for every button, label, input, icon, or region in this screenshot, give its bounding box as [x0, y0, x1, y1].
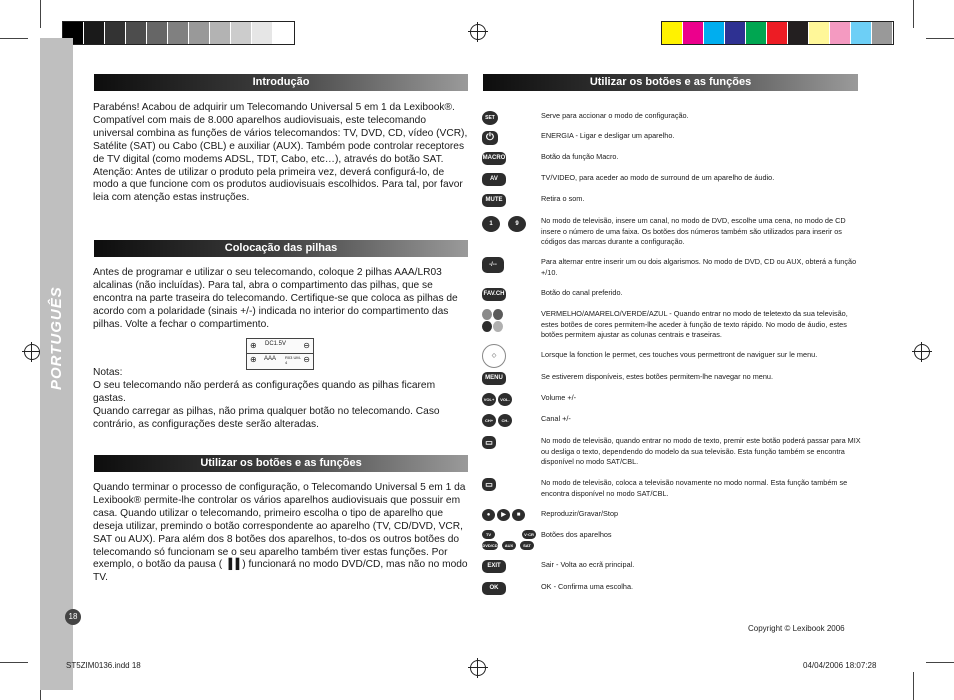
registration-mark-icon	[470, 660, 486, 676]
function-description: Sair - Volta ao ecrã principal.	[541, 560, 635, 569]
intro-text	[93, 102, 469, 205]
digits-button-icon: -/--	[482, 257, 504, 273]
plus-sign-icon: ⊕	[250, 355, 257, 364]
registration-mark-icon	[24, 344, 40, 360]
notes-paragraph: O seu telecomando não perderá as configurações quando as pilhas ficarem gastas.	[93, 379, 436, 404]
function-description: Canal +/-	[541, 414, 571, 423]
color-key-icon	[482, 321, 492, 332]
function-description: Serve para accionar o modo de configuração.	[541, 111, 689, 120]
vcr-device-button-icon: V·CR	[522, 530, 536, 539]
grayscale-swatch-bar	[62, 21, 295, 45]
sat-device-button-icon: SAT	[520, 541, 534, 550]
tv-normal-button-icon: ▭	[482, 478, 496, 491]
power-button-icon: ⏻	[482, 131, 498, 145]
navigation-pad-icon: ◇	[482, 344, 506, 368]
tv-device-button-icon: TV	[482, 530, 495, 539]
color-swatch	[725, 22, 746, 44]
color-key-icon	[482, 309, 492, 320]
batteries-text: Antes de programar e utilizar o seu telecomando, coloque 2 pilhas AAA/LR03 alcalinas (não incluídas). Para tal, abra o compartimento das pilhas, que se encontra na parte traseira do telecomando. Certifique-se que coloca as pilhas de acordo com a polaridade (sinais +/-) indicada no interior do compartimento das pilhas. Volte a fechar o compartimento.	[93, 267, 458, 330]
dvd-cd-device-button-icon: DVD/CD	[482, 543, 498, 548]
color-swatch	[830, 22, 851, 44]
function-description: Botão da função Macro.	[541, 152, 619, 161]
function-description: TV/VIDEO, para aceder ao modo de surround de um aparelho de áudio.	[541, 173, 775, 182]
crop-mark	[913, 672, 914, 700]
color-swatch	[105, 22, 126, 44]
batteries-heading: Colocação das pilhas	[94, 240, 468, 257]
number-9-button-icon: 9	[508, 216, 526, 232]
function-description: Retira o som.	[541, 194, 585, 203]
function-description: No modo de televisão, coloca a televisão novamente no modo normal. Esta função também se encontra disponível no modo SAT/CBL.	[541, 478, 848, 498]
color-swatch	[84, 22, 105, 44]
volume-down-button-icon: VOL-	[498, 393, 512, 406]
battery-voltage: DC1.5V	[265, 341, 287, 347]
macro-button-icon: MACRO	[482, 152, 506, 165]
av-button-icon: AV	[482, 173, 506, 186]
buttons-heading-left: Utilizar os botões e as funções	[94, 455, 468, 472]
mute-button-icon: MUTE	[482, 194, 506, 207]
function-description: Para alternar entre inserir um ou dois algarismos. No modo de DVD, CD ou AUX, obterá a função +/10.	[541, 257, 857, 277]
function-description: No modo de televisão, insere um canal, no modo de DVD, escolhe uma cena, no modo de CD insere o número de uma faixa. Os botões dos números também são utilizados para inserir os códigos das marcas durante a configuração.	[541, 216, 846, 246]
function-description: ENERGIA - Ligar e desligar um aparelho.	[541, 131, 675, 140]
color-swatch	[872, 22, 893, 44]
function-description: Botões dos aparelhos	[541, 530, 612, 539]
color-swatch	[252, 22, 273, 44]
color-swatch-bar	[661, 21, 894, 45]
function-description: OK - Confirma uma escolha.	[541, 582, 634, 591]
file-info: ST5ZIM0136.indd 18	[66, 661, 141, 670]
function-description: Lorsque la fonction le permet, ces touches vous permettront de naviguer sur le menu.	[541, 350, 818, 359]
function-description: Se estiverem disponíveis, estes botões permitem-lhe navegar no menu.	[541, 372, 773, 381]
function-description: Botão do canal preferido.	[541, 288, 623, 297]
color-swatch	[767, 22, 788, 44]
stop-button-icon: ■	[512, 509, 525, 521]
volume-up-button-icon: VOL+	[482, 393, 496, 406]
crop-mark	[0, 662, 28, 663]
intro-paragraph: Parabéns! Acabou de adquirir um Telecomando Universal 5 em 1 da Lexibook®. Compatível com mais de 8.000 aparelhos audiovisuais, este telecomando universal combina as funções de vários telecomandos: TV, DVD, CD, vídeo (VCR), Satélite (SAT) ou Cabo (CBL) e auxiliar (AUX). Também pode controlar receptores de TV digital (como modems ADSL, TDT, Cabo, etc…), através do botão SAT.	[93, 102, 468, 165]
color-swatch	[210, 22, 231, 44]
fav-ch-button-icon: FAV.CH	[482, 288, 506, 301]
copyright-text: Copyright © Lexibook 2006	[748, 624, 845, 633]
color-swatch	[809, 22, 830, 44]
function-description: No modo de televisão, quando entrar no modo de texto, premir este botão poderá passar para MIX ou desliga o texto, dependendo do modelo da sua televisão. Esta função também se encontra disponível no modo SAT/CBL.	[541, 436, 861, 466]
function-description: VERMELHO/AMARELO/VERDE/AZUL - Quando entrar no modo de teletexto da sua televisão, estes botões de cores permitem-lhe aceder à função de texto rápido. No modo de áudio, estes botões permitem ajustar as colunas centrais e traseiras.	[541, 309, 848, 339]
color-swatch	[683, 22, 704, 44]
color-swatch	[788, 22, 809, 44]
buttons-heading-right: Utilizar os botões e as funções	[483, 74, 858, 91]
battery-model: R03 UM-4	[285, 355, 302, 365]
color-swatch	[126, 22, 147, 44]
minus-sign-icon: ⊖	[303, 355, 310, 364]
color-swatch	[704, 22, 725, 44]
set-button-icon: SET	[482, 111, 498, 125]
crop-mark	[913, 0, 914, 28]
plus-sign-icon: ⊕	[250, 341, 257, 350]
page-number: 18	[65, 609, 81, 625]
function-description: Volume +/-	[541, 393, 577, 402]
number-1-button-icon: 1	[482, 216, 500, 232]
notes-text	[93, 367, 469, 432]
buttons-text: Quando terminar o processo de configuração, o Telecomando Universal 5 em 1 da Lexibook® permite-lhe controlar os vários aparelhos audiovisuais que possuir em casa. Quando utilizar o telecomando, primeiro escolha o tipo de aparelho que deseja utilizar, premindo o botão correspondente ao aparelho (TV, CD/DVD, VCR, SAT ou AUX). Para além dos 8 botões dos aparelhos, to-dos os outros botões do telecomando só funcionam se o seu aparelho também tiver estas funções. Por exemplo, o botão da pausa ( ▐▐ ) funcionará no modo DVD/CD, mas não no modo TV.	[93, 482, 468, 584]
color-swatch	[189, 22, 210, 44]
minus-sign-icon: ⊖	[303, 341, 310, 350]
ok-button-icon: OK	[482, 582, 506, 595]
text-mix-button-icon: ▭	[482, 436, 496, 449]
function-description: Reproduzir/Gravar/Stop	[541, 509, 619, 518]
channel-up-button-icon: CH+	[482, 414, 496, 427]
color-swatch	[273, 22, 294, 44]
registration-mark-icon	[914, 344, 930, 360]
language-label: PORTUGUÊS	[48, 286, 65, 390]
battery-type: AAA	[264, 356, 277, 362]
record-button-icon: ●	[482, 509, 495, 521]
crop-mark	[926, 662, 954, 663]
battery-divider	[247, 353, 313, 354]
menu-button-icon: MENU	[482, 372, 506, 385]
color-swatch	[746, 22, 767, 44]
battery-diagram	[246, 338, 314, 370]
crop-mark	[40, 0, 41, 28]
play-button-icon: ▶	[497, 509, 510, 521]
notes-label: Notas:	[93, 367, 123, 378]
color-key-icon	[493, 309, 503, 320]
registration-mark-icon	[470, 24, 486, 40]
crop-mark	[0, 38, 28, 39]
color-swatch	[851, 22, 872, 44]
intro-heading: Introdução	[94, 74, 468, 91]
crop-mark	[926, 38, 954, 39]
aux-device-button-icon: AUX	[502, 541, 516, 550]
color-swatch	[168, 22, 189, 44]
print-date: 04/04/2006 18:07:28	[803, 661, 877, 670]
color-swatch	[662, 22, 683, 44]
intro-warning: Atenção: Antes de utilizar o produto pela primeira vez, deverá configurá-lo, de modo a que funcione com os produtos audiovisuais escolhidos. Para tal, por favor leia com atenção estas instruções.	[93, 166, 463, 204]
channel-down-button-icon: CH-	[498, 414, 512, 427]
color-key-icon	[493, 321, 503, 332]
exit-button-icon: EXIT	[482, 560, 506, 573]
color-swatch	[231, 22, 252, 44]
notes-paragraph: Quando carregar as pilhas, não prima qualquer botão no telecomando. Caso contrário, as configurações deste serão alteradas.	[93, 405, 440, 430]
color-swatch	[147, 22, 168, 44]
